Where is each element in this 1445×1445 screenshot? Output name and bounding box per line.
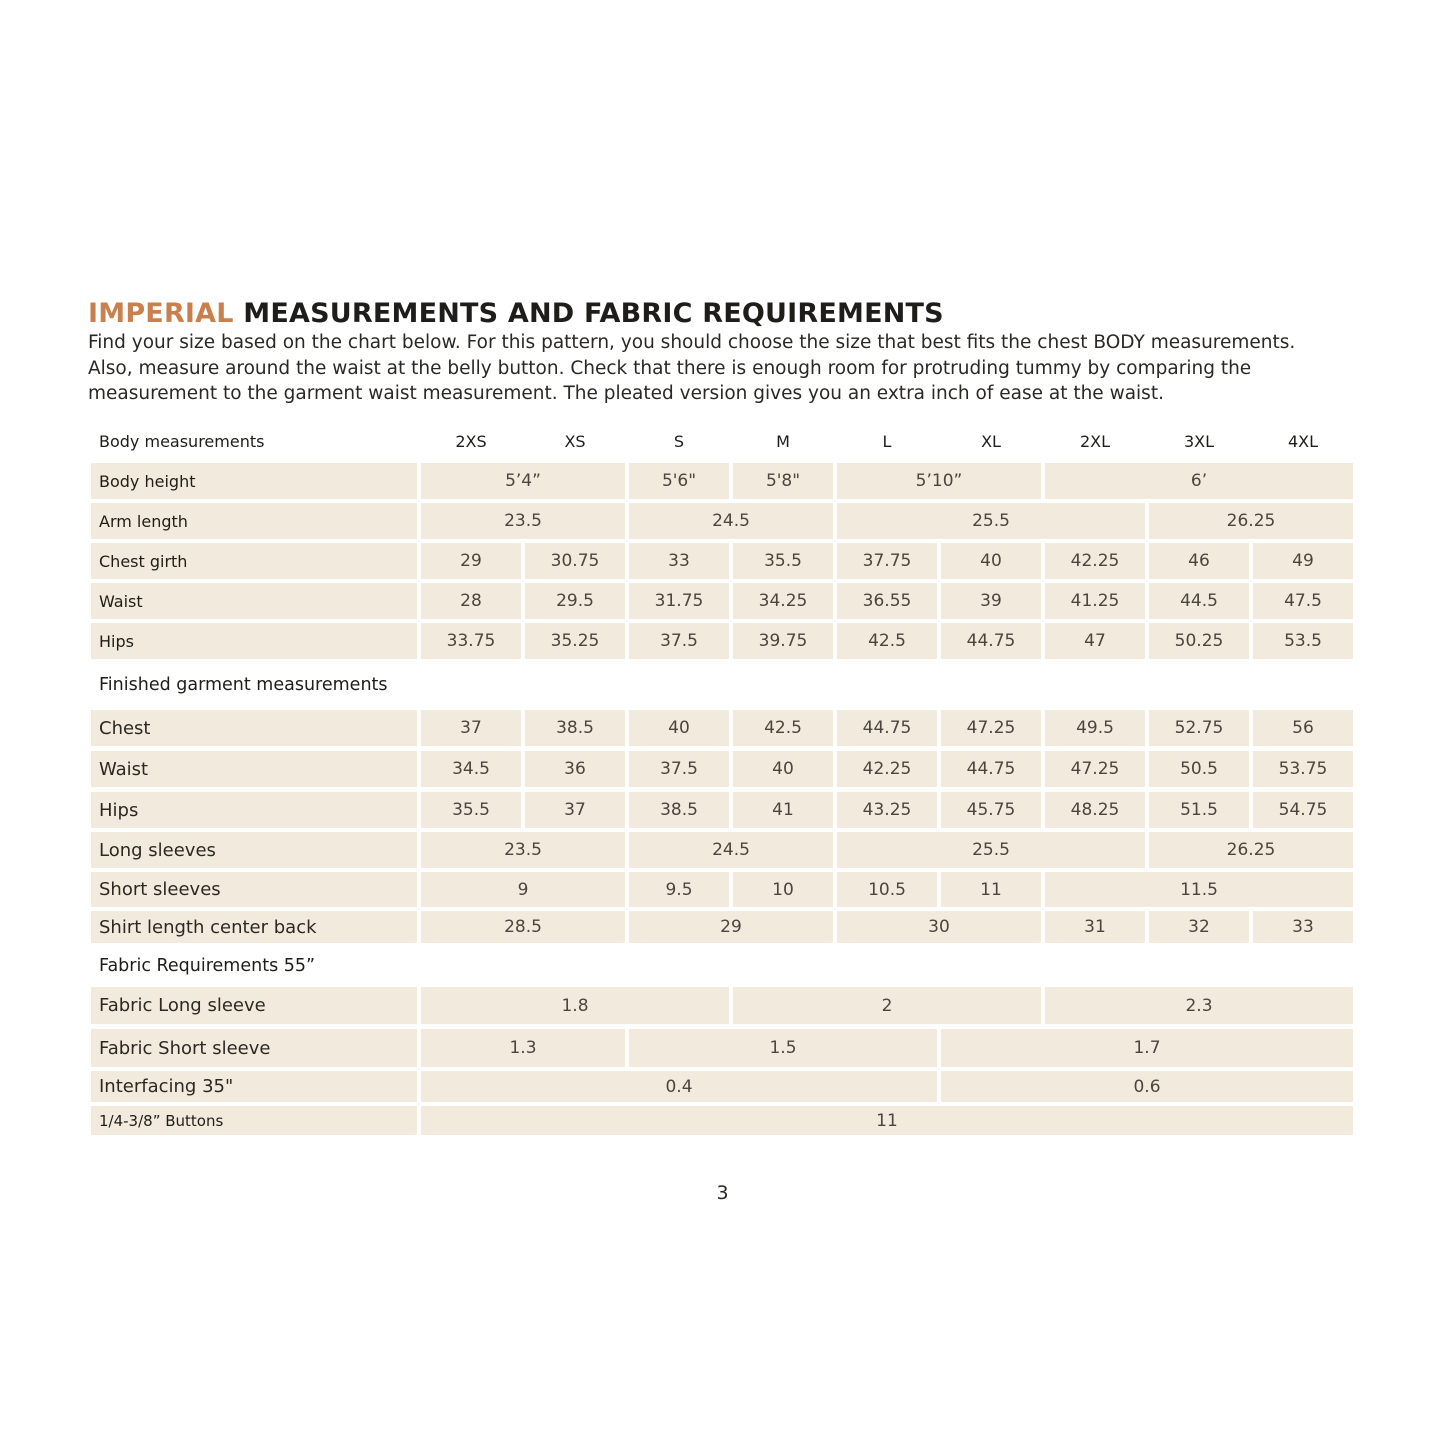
table-cell: 49.5	[1045, 710, 1145, 746]
table-cell: 26.25	[1149, 503, 1353, 539]
table-cell: 42.25	[1045, 543, 1145, 579]
table-cell: 2.3	[1045, 987, 1353, 1024]
table-cell: 25.5	[837, 832, 1145, 868]
table-cell: 44.5	[1149, 583, 1249, 619]
table-cell: 5'8"	[733, 463, 833, 499]
table-cell: 44.75	[941, 751, 1041, 787]
table-row	[0, 1029, 1445, 1067]
table-cell: 9	[421, 872, 625, 907]
table-cell: 31.75	[629, 583, 729, 619]
table-cell: 51.5	[1149, 792, 1249, 828]
table-cell: 35.25	[525, 623, 625, 659]
table-cell: 52.75	[1149, 710, 1249, 746]
table-cell: 1.5	[629, 1029, 937, 1067]
table-cell: 46	[1149, 543, 1249, 579]
table-cell: 11	[941, 872, 1041, 907]
table-cell: 33	[1253, 911, 1353, 943]
table-cell: 50.5	[1149, 751, 1249, 787]
table-cell: 5’4”	[421, 463, 625, 499]
table-cell: 24.5	[629, 503, 833, 539]
table-cell: 56	[1253, 710, 1353, 746]
table-row	[0, 987, 1445, 1024]
table-cell: 24.5	[629, 832, 833, 868]
table-cell: 48.25	[1045, 792, 1145, 828]
row-label: Shirt length center back	[91, 911, 417, 943]
table-cell: 1.3	[421, 1029, 625, 1067]
table-cell: 47.5	[1253, 583, 1353, 619]
title-accent: IMPERIAL	[88, 298, 234, 329]
table-cell: 33	[629, 543, 729, 579]
size-header: 4XL	[1287, 432, 1319, 451]
table-cell: 42.5	[837, 623, 937, 659]
table-cell: 44.75	[941, 623, 1041, 659]
table-cell: 53.75	[1253, 751, 1353, 787]
table-cell: 39.75	[733, 623, 833, 659]
table-cell: 11	[421, 1106, 1353, 1135]
table-cell: 42.25	[837, 751, 937, 787]
table-cell: 49	[1253, 543, 1353, 579]
table-cell: 25.5	[837, 503, 1145, 539]
size-header: L	[882, 432, 892, 451]
size-header-row	[0, 432, 1445, 452]
table-cell: 54.75	[1253, 792, 1353, 828]
table-cell: 40	[629, 710, 729, 746]
table-cell: 30.75	[525, 543, 625, 579]
table-cell: 10	[733, 872, 833, 907]
table-cell: 41	[733, 792, 833, 828]
table-row	[0, 583, 1445, 619]
row-label: Waist	[91, 583, 417, 619]
size-header: 2XS	[455, 432, 487, 451]
table-cell: 43.25	[837, 792, 937, 828]
table-row	[0, 832, 1445, 868]
table-row	[0, 872, 1445, 907]
table-cell: 5’10”	[837, 463, 1041, 499]
table-cell: 37.5	[629, 623, 729, 659]
intro-paragraph	[88, 330, 1378, 407]
table-cell: 35.5	[733, 543, 833, 579]
table-cell: 36.55	[837, 583, 937, 619]
table-cell: 38.5	[629, 792, 729, 828]
table-cell: 37	[421, 710, 521, 746]
table-cell: 9.5	[629, 872, 729, 907]
row-label: 1/4-3/8” Buttons	[91, 1106, 417, 1135]
intro-line: Find your size based on the chart below. For this pattern, you should choose the size that best fits the chest BODY measurements.	[88, 332, 1296, 353]
table-row	[0, 911, 1445, 943]
table-cell: 10.5	[837, 872, 937, 907]
table-cell: 42.5	[733, 710, 833, 746]
table-cell: 47.25	[941, 710, 1041, 746]
table-row	[0, 463, 1445, 499]
row-label: Arm length	[91, 503, 417, 539]
row-label: Hips	[91, 623, 417, 659]
table-row	[0, 503, 1445, 539]
table-cell: 32	[1149, 911, 1249, 943]
table-cell: 33.75	[421, 623, 521, 659]
row-label: Fabric Long sleeve	[91, 987, 417, 1024]
table-cell: 37.5	[629, 751, 729, 787]
table-cell: 34.25	[733, 583, 833, 619]
finished-garment-header: Finished garment measurements	[99, 675, 388, 695]
table-cell: 47	[1045, 623, 1145, 659]
table-cell: 38.5	[525, 710, 625, 746]
table-cell: 1.7	[941, 1029, 1353, 1067]
table-row	[0, 1071, 1445, 1102]
table-cell: 29	[421, 543, 521, 579]
size-header: 2XL	[1079, 432, 1111, 451]
table-row	[0, 543, 1445, 579]
table-row	[0, 792, 1445, 828]
table-row	[0, 623, 1445, 659]
row-label: Long sleeves	[91, 832, 417, 868]
table-cell: 40	[733, 751, 833, 787]
intro-line: Also, measure around the waist at the belly button. Check that there is enough room for protruding tummy by comparing the	[88, 357, 1252, 379]
table-cell: 29	[629, 911, 833, 943]
table-cell: 34.5	[421, 751, 521, 787]
table-cell: 23.5	[421, 832, 625, 868]
table-cell: 53.5	[1253, 623, 1353, 659]
table-row	[0, 710, 1445, 746]
row-label: Body height	[91, 463, 417, 499]
size-header: XS	[564, 432, 586, 451]
table-cell: 6’	[1045, 463, 1353, 499]
page-number: 3	[716, 1182, 729, 1204]
table-cell: 44.75	[837, 710, 937, 746]
table-cell: 40	[941, 543, 1041, 579]
table-cell: 1.8	[421, 987, 729, 1024]
row-label: Short sleeves	[91, 872, 417, 907]
table-cell: 50.25	[1149, 623, 1249, 659]
table-cell: 23.5	[421, 503, 625, 539]
table-cell: 28	[421, 583, 521, 619]
body-measurements-header: Body measurements	[99, 432, 265, 451]
row-label: Fabric Short sleeve	[91, 1029, 417, 1067]
row-label: Chest	[91, 710, 417, 746]
table-row	[0, 751, 1445, 787]
table-cell: 30	[837, 911, 1041, 943]
table-cell: 0.4	[421, 1071, 937, 1102]
intro-line: measurement to the garment waist measurement. The pleated version gives you an extra inch of ease at the waist.	[88, 383, 1164, 404]
row-label: Interfacing 35"	[91, 1071, 417, 1102]
table-cell: 26.25	[1149, 832, 1353, 868]
size-header: XL	[981, 432, 1001, 451]
table-row	[0, 1106, 1445, 1135]
table-cell: 45.75	[941, 792, 1041, 828]
row-label: Chest girth	[91, 543, 417, 579]
table-cell: 0.6	[941, 1071, 1353, 1102]
table-cell: 47.25	[1045, 751, 1145, 787]
table-cell: 37.75	[837, 543, 937, 579]
table-cell: 35.5	[421, 792, 521, 828]
table-cell: 29.5	[525, 583, 625, 619]
row-label: Hips	[91, 792, 417, 828]
table-cell: 37	[525, 792, 625, 828]
table-cell: 31	[1045, 911, 1145, 943]
table-cell: 36	[525, 751, 625, 787]
table-cell: 5'6"	[629, 463, 729, 499]
row-label: Waist	[91, 751, 417, 787]
table-cell: 41.25	[1045, 583, 1145, 619]
size-header: 3XL	[1183, 432, 1215, 451]
table-cell: 39	[941, 583, 1041, 619]
title-rest: MEASUREMENTS AND FABRIC REQUIREMENTS	[233, 298, 944, 329]
table-cell: 11.5	[1045, 872, 1353, 907]
page-title	[88, 298, 944, 329]
size-header: M	[776, 432, 790, 451]
fabric-requirements-header: Fabric Requirements 55”	[99, 956, 316, 976]
table-cell: 2	[733, 987, 1041, 1024]
table-cell: 28.5	[421, 911, 625, 943]
size-header: S	[673, 432, 685, 451]
